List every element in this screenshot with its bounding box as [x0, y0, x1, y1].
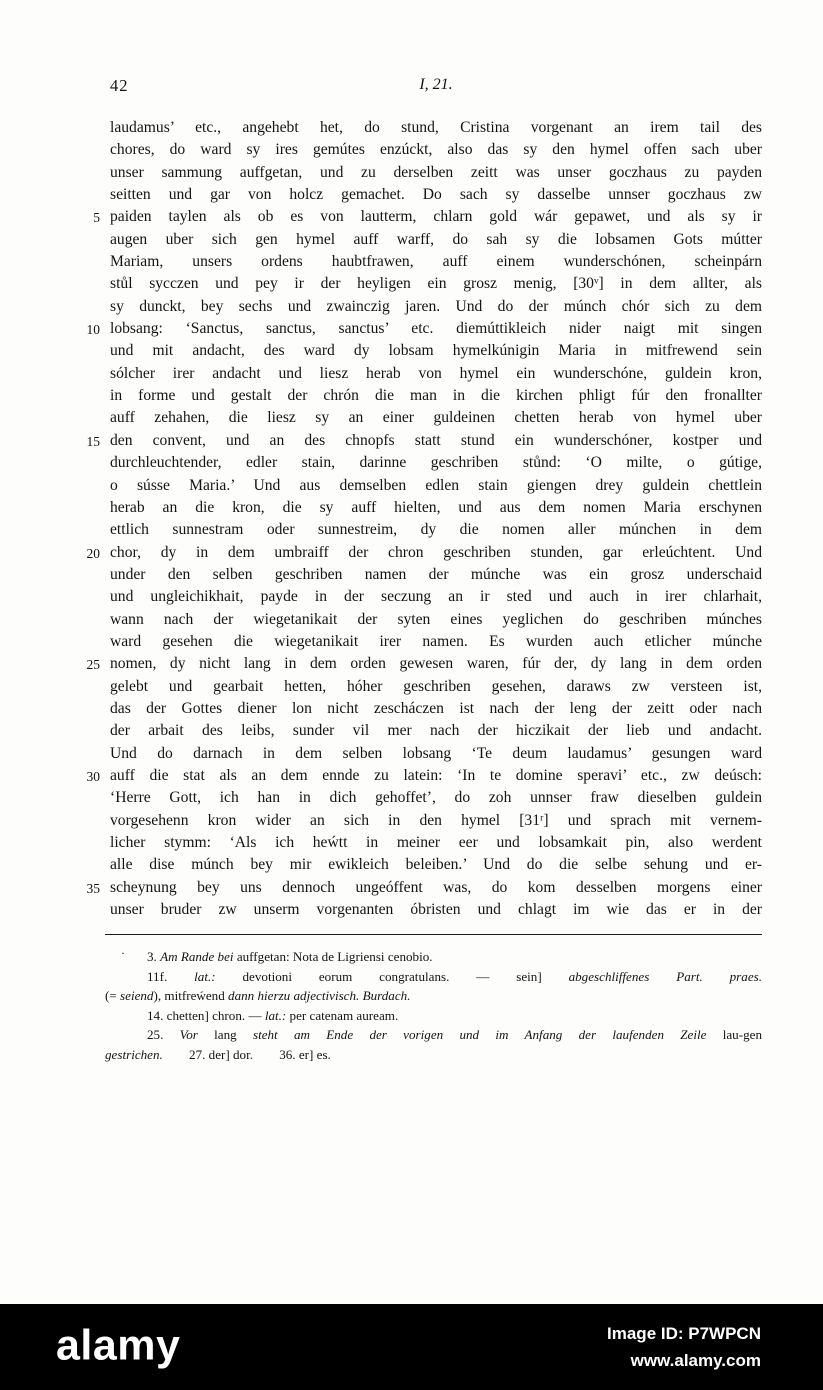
line-text: und ungleichikhait, payde in der seczung an ir sted und auch in irer chlarhait,	[110, 588, 762, 606]
text-line	[86, 430, 762, 452]
text-line	[110, 452, 762, 474]
line-text: ettlich sunnestram oder sunnestreim, dy die nomen aller múnchen in dem	[110, 521, 762, 539]
text-line	[110, 184, 762, 206]
footnote-text: devotioni eorum congratulans. — sein]	[215, 968, 569, 984]
footnote-text-italic: Am Rande bei	[160, 949, 234, 964]
footnote-line	[105, 986, 762, 1006]
text-line	[110, 117, 762, 139]
line-text: augen uber sich gen hymel auff warff, do sah sy die lobsamen Gots mútter	[110, 230, 762, 248]
line-text: nomen, dy nicht lang in dem orden gewesen waren, fúr der, dy lang in dem orden	[110, 655, 762, 673]
line-text: scheynung bey uns dennoch ungeóffent was, do kom desselben morgens einer	[110, 878, 762, 896]
line-text: auff zehahen, die liesz sy an einer guldeinen chetten herab von hymel uber	[110, 409, 762, 427]
text-line	[110, 273, 762, 295]
text-line	[93, 206, 762, 228]
page-number: 42	[110, 76, 129, 95]
line-number: 25	[86, 657, 100, 673]
line-text: Und do darnach in dem selben lobsang ‘Te deum laudamus’ gesungen ward	[110, 744, 762, 762]
line-number: 5	[93, 210, 100, 226]
text-line	[86, 653, 762, 675]
line-number: 20	[86, 545, 100, 561]
text-line	[110, 139, 762, 161]
text-line	[110, 631, 762, 653]
line-text: durchleuchtender, edler stain, darinne geschriben stůnd: ‘O milte, o gútige,	[110, 454, 762, 472]
text-line	[110, 787, 762, 809]
text-line	[110, 676, 762, 698]
footnote-text-italic: Vor	[179, 1027, 198, 1043]
line-text: der arbait des leibs, sunder vil mer nach der hiczikait der lieb und andacht.	[110, 722, 762, 740]
text-line	[110, 810, 762, 832]
line-text: sy dunckt, bey sechs und zwainczig jaren. Und do der múnch chór sich zu dem	[110, 297, 762, 315]
line-text: gelebt und gearbait hetten, hóher geschriben gesehen, daraws zw versteen ist,	[110, 677, 762, 695]
text-line	[110, 899, 762, 921]
footnote-rule	[105, 934, 762, 935]
line-text: und mit andacht, des ward dy lobsam hymelkúnigin Maria in mitfrewend sein	[110, 342, 762, 360]
text-line	[110, 162, 762, 184]
footnote-text-italic: steht am Ende der vorigen und im Anfang der laufenden Zeile	[252, 1027, 707, 1043]
line-text: auff die stat als an dem ennde zu latein: ‘In te domine speravi’ etc., zw deúsch:	[110, 766, 762, 784]
footnote-text: 11f.	[147, 968, 195, 984]
line-text: unser bruder zw unserm vorgenanten óbristen und chlagt im wie das er in der	[110, 901, 762, 919]
text-line	[110, 609, 762, 631]
text-line	[110, 475, 762, 497]
footnote-text: per catenam auream.	[286, 1007, 399, 1023]
line-text: o sússe Maria.’ Und aus demselben edlen stain giengen drey guldein chettlein	[110, 476, 762, 494]
footnote-text: auffgetan: Nota de Ligriensi cenobio.	[233, 949, 433, 964]
line-text: das der Gottes diener lon nicht zescháczen ist nach der leng der zeitt oder nach	[110, 699, 762, 717]
line-text: seitten und gar von holcz gemachet. Do sach sy dasselbe unnser goczhaus zw	[110, 186, 762, 204]
line-text: herab an die kron, die sy auff hielten, und aus dem nomen Maria erschynen	[110, 498, 762, 516]
line-number: 10	[86, 322, 100, 338]
line-text: chores, do ward sy ires gemútes enzúckt, also das sy den hymel offen sach uber	[110, 141, 762, 159]
watermark-meta	[607, 1320, 761, 1374]
line-text: vorgesehenn kron wider an sich in den hymel [31ʳ] und sprach mit vernem-	[110, 811, 762, 829]
footnote-line	[105, 967, 762, 987]
text-line	[86, 765, 762, 787]
page-header	[110, 76, 762, 98]
footnote-line	[105, 1025, 762, 1045]
text-line	[86, 318, 762, 340]
line-text: unser sammung auffgetan, und zu derselben zeitt was unser goczhaus zu payden	[110, 163, 762, 181]
text-line	[110, 497, 762, 519]
line-text: chor, dy in dem umbraiff der chron geschriben stunden, gar erleúchtent. Und	[110, 543, 762, 561]
text-line	[110, 229, 762, 251]
line-text: under den selben geschriben namen der múnche was ein grosz underschaid	[110, 565, 762, 583]
footnote-text: 3.	[147, 949, 161, 964]
line-text: alle dise múnch bey mir ewikleich beleiben.’ Und do die selbe sehung und er-	[110, 856, 762, 874]
footnotes	[105, 947, 762, 1065]
line-text: lobsang: ‘Sanctus, sanctus, sanctus’ etc. diemúttikleich nider naigt mit singen	[110, 320, 762, 338]
image-id-label: Image ID: P7WPCN	[607, 1324, 761, 1343]
text-line	[110, 586, 762, 608]
line-text: paiden taylen als ob es von lautterm, chlarn gold wár gepawet, und als sy ir	[110, 208, 762, 226]
text-line	[110, 363, 762, 385]
body-text	[86, 117, 762, 921]
footnote-text-italic: lat.:	[264, 1007, 287, 1023]
footnote-text: ), mitfreẃend	[153, 988, 229, 1004]
line-text: stůl sycczen und pey ir der heyligen ein grosz menig, [30ᵛ] in dem allter, als	[110, 275, 762, 293]
footnote-text-italic: gestrichen.	[105, 1046, 163, 1062]
footnote-text: (=	[105, 988, 121, 1004]
alamy-url: www.alamy.com	[630, 1351, 761, 1370]
running-head: I, 21.	[419, 76, 453, 93]
footnote-text: lang	[197, 1027, 253, 1043]
alamy-logo: alamy	[56, 1321, 181, 1370]
line-text: licher stymm: ‘Als ich heẃtt in meiner eer und lobsamkait pin, also werdent	[110, 834, 762, 851]
line-text: Mariam, unsers ordens haubtfrawen, auff einem wunderschónen, scheinpárn	[110, 253, 762, 271]
text-line	[110, 743, 762, 765]
footnote-text: lau-gen	[706, 1027, 762, 1043]
footnote-line	[105, 1045, 762, 1065]
footnote-text-italic: seiend	[120, 988, 154, 1004]
line-number: 15	[86, 433, 100, 449]
text-line	[110, 340, 762, 362]
text-line	[110, 296, 762, 318]
text-line	[110, 854, 762, 876]
line-text: ‘Herre Gott, ich han in dich gehoffet’, do zoh unnser fraw dieselben guldein	[110, 789, 762, 807]
line-text: in forme und gestalt der chrón die man in die kirchen phligt fúr den fronallter	[110, 387, 762, 405]
text-line	[110, 698, 762, 720]
line-text: den convent, und an des chnopfs statt stund ein wunderschóner, kostper und	[110, 431, 762, 449]
footnote-text-italic: dann hierzu adjectivisch. Burdach.	[228, 988, 411, 1004]
footnote-line	[105, 947, 762, 967]
line-text: ward gesehen die wiegetanikait irer namen. Es wurden auch etlicher múnche	[110, 632, 762, 650]
text-line	[86, 542, 762, 564]
text-line	[110, 251, 762, 273]
line-number: 30	[86, 768, 100, 784]
watermark-bar	[0, 1304, 823, 1390]
footnote-text: 27. der] dor. 36. er] es.	[162, 1046, 331, 1062]
text-line	[110, 407, 762, 429]
line-text: laudamus’ etc., angehebt het, do stund, Cristina vorgenant an irem tail des	[110, 119, 762, 136]
text-line	[110, 519, 762, 541]
text-line	[110, 385, 762, 407]
footnote-text: 14. chetten] chron. —	[147, 1007, 265, 1023]
text-line	[110, 720, 762, 742]
text-line	[110, 832, 762, 854]
footnote-text-italic: lat.:	[194, 968, 216, 984]
text-line	[110, 564, 762, 586]
text-line	[86, 877, 762, 899]
line-text: sólcher irer andacht und liesz herab von hymel ein wunderschóne, guldein kron,	[110, 364, 762, 382]
line-text: wann nach der wiegetanikait der syten eines yeglichen do geschriben múnches	[110, 610, 762, 628]
footnote-marker: ·	[121, 946, 125, 960]
footnote-text: 25.	[147, 1027, 180, 1043]
line-number: 35	[86, 880, 100, 896]
footnote-line	[105, 1006, 762, 1026]
footnote-text-italic: abgeschliffenes Part. praes.	[568, 968, 762, 984]
